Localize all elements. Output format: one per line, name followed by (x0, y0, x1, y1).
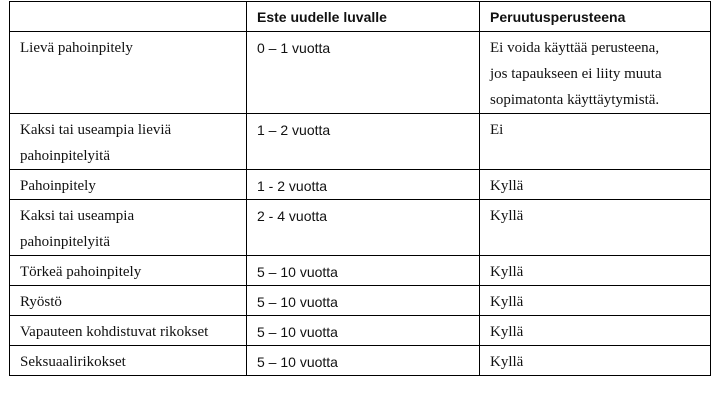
table-row (10, 32, 711, 114)
offense-text: Törkeä pahoinpitely (20, 264, 142, 280)
period-text: 1 – 2 vuotta (257, 122, 331, 138)
new-permit-bar-cell (247, 170, 480, 200)
table-row (10, 256, 711, 286)
offense-cell (10, 32, 247, 114)
offense-cell (10, 286, 247, 316)
offense-text: Lievä pahoinpitely (20, 40, 133, 56)
period-text: 5 – 10 vuotta (257, 354, 338, 370)
new-permit-bar-cell (247, 316, 480, 346)
table-body (10, 32, 711, 376)
new-permit-bar-cell (247, 256, 480, 286)
offense-text: Pahoinpitely (20, 178, 96, 194)
period-text: 0 – 1 vuotta (257, 40, 331, 56)
grounds-text: jos tapaukseen ei liity muuta (490, 66, 662, 82)
period-text: 2 - 4 vuotta (257, 208, 328, 224)
grounds-text: Kyllä (490, 294, 524, 310)
period-text: 5 – 10 vuotta (257, 324, 338, 340)
offense-text: Seksuaalirikokset (20, 354, 126, 370)
revocation-grounds-cell (480, 114, 711, 170)
grounds-text: Kyllä (490, 264, 524, 280)
revocation-grounds-cell (480, 170, 711, 200)
header-offense (10, 2, 247, 32)
period-text: 1 - 2 vuotta (257, 178, 328, 194)
offense-text: Ryöstö (20, 294, 62, 310)
offense-text: Vapauteen kohdistuvat rikokset (20, 324, 209, 340)
table-row (10, 114, 711, 170)
offense-text: pahoinpitelyitä (20, 234, 110, 250)
offense-table (9, 1, 711, 376)
grounds-text: Ei voida käyttää perusteena, (490, 40, 660, 56)
table-row (10, 316, 711, 346)
grounds-text: Kyllä (490, 208, 524, 224)
grounds-text: sopimatonta käyttäytymistä. (490, 92, 660, 108)
new-permit-bar-cell (247, 346, 480, 376)
new-permit-bar-cell (247, 114, 480, 170)
offense-text: pahoinpitelyitä (20, 148, 110, 164)
table-row (10, 346, 711, 376)
grounds-text: Kyllä (490, 178, 524, 194)
period-text: 5 – 10 vuotta (257, 294, 338, 310)
header-row (10, 2, 711, 32)
offense-text: Kaksi tai useampia lieviä (20, 122, 172, 138)
new-permit-bar-cell (247, 32, 480, 114)
offense-cell (10, 346, 247, 376)
revocation-grounds-cell (480, 316, 711, 346)
offense-cell (10, 170, 247, 200)
offense-cell (10, 114, 247, 170)
offense-cell (10, 316, 247, 346)
new-permit-bar-cell (247, 200, 480, 256)
revocation-grounds-cell (480, 286, 711, 316)
revocation-grounds-cell (480, 346, 711, 376)
offense-cell (10, 256, 247, 286)
header-revocation-grounds: Peruutusperusteena (480, 2, 711, 32)
offense-text: Kaksi tai useampia (20, 208, 135, 224)
revocation-grounds-cell (480, 256, 711, 286)
table-row (10, 286, 711, 316)
new-permit-bar-cell (247, 286, 480, 316)
table-row (10, 200, 711, 256)
table-row (10, 170, 711, 200)
offense-cell (10, 200, 247, 256)
revocation-grounds-cell (480, 32, 711, 114)
grounds-text: Kyllä (490, 354, 524, 370)
revocation-grounds-cell (480, 200, 711, 256)
grounds-text: Ei (490, 122, 504, 138)
grounds-text: Kyllä (490, 324, 524, 340)
header-new-permit-bar: Este uudelle luvalle (247, 2, 480, 32)
period-text: 5 – 10 vuotta (257, 264, 338, 280)
